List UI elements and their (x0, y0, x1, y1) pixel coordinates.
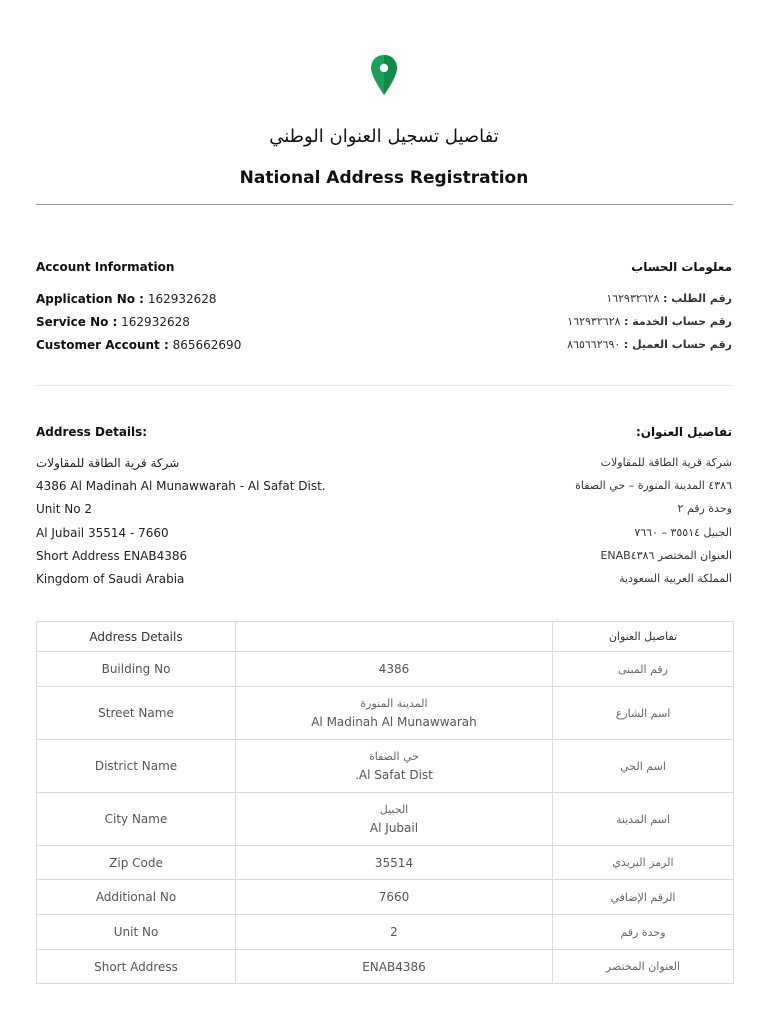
row-value (236, 687, 553, 740)
service-no-en: Service No : 162932628 (36, 315, 190, 329)
service-no-ar: رقم حساب الخدمة : ١٦٢٩٣٢٦٢٨ (567, 315, 732, 328)
row-label-en: Street Name (37, 687, 236, 740)
row-value-ar: المدينة المنورة (360, 697, 428, 710)
row-label-en: City Name (37, 793, 236, 846)
application-no-ar: رقم الطلب : ١٦٢٩٣٢٦٢٨ (606, 292, 732, 305)
row-label-ar: اسم المدينة (553, 793, 734, 846)
row-value (236, 793, 553, 846)
address-line-country-en: Kingdom of Saudi Arabia (36, 572, 185, 586)
location-pin-icon (369, 54, 399, 96)
address-line-short-ar: العنوان المختصر ENAB٤٣٨٦ (600, 549, 732, 562)
address-line-city-ar: الجبيل ٣٥٥١٤ – ٧٦٦٠ (634, 526, 732, 539)
account-heading-en: Account Information (36, 260, 175, 274)
row-label-en: Building No (37, 652, 236, 687)
table-row (37, 846, 734, 880)
row-value: 35514 (236, 846, 553, 880)
row-label-en: Unit No (37, 915, 236, 950)
row-value (236, 740, 553, 793)
customer-account-ar: رقم حساب العميل : ٨٦٥٦٦٢٦٩٠ (567, 338, 732, 351)
row-value-en: .Al Safat Dist (355, 768, 433, 782)
row-label-ar: اسم الشارع (553, 687, 734, 740)
address-line-company-en: شركة قرية الطاقة للمقاولات (36, 456, 180, 470)
address-line-short-en: Short Address ENAB4386 (36, 549, 188, 563)
table-row (37, 652, 734, 687)
address-line-unit-en: Unit No 2 (36, 502, 93, 516)
row-label-ar: رقم المبنى (553, 652, 734, 687)
row-label-ar: الرمز البريدي (553, 846, 734, 880)
row-value-en: Al Jubail (369, 821, 419, 835)
table-row (37, 950, 734, 984)
address-heading-en: Address Details: (36, 425, 148, 439)
address-line-company-ar: شركة قرية الطاقة للمقاولات (600, 456, 732, 469)
table-row (37, 793, 734, 846)
table-row (37, 687, 734, 740)
row-value: 7660 (236, 880, 553, 915)
row-label-ar: اسم الحي (553, 740, 734, 793)
row-label-ar: العنوان المختصر (553, 950, 734, 984)
page-title-arabic: تفاصيل تسجيل العنوان الوطني (269, 126, 499, 147)
table-header-en: Address Details (37, 622, 236, 652)
address-details-table (36, 621, 734, 984)
address-line-city-en: Al Jubail 35514 - 7660 (36, 526, 169, 540)
header-divider (36, 204, 733, 205)
table-header-mid (236, 622, 553, 652)
row-label-en: Additional No (37, 880, 236, 915)
table-header-ar: تفاصيل العنوان (553, 622, 734, 652)
table-header-row (37, 622, 734, 652)
page-title-english: National Address Registration (239, 168, 529, 188)
table-row (37, 915, 734, 950)
row-label-en: Zip Code (37, 846, 236, 880)
address-line-street-en: 4386 Al Madinah Al Munawwarah - Al Safat Dist. (36, 479, 326, 493)
customer-account-en: Customer Account : 865662690 (36, 338, 242, 352)
application-no-en: Application No : 162932628 (36, 292, 217, 306)
account-heading-ar: معلومات الحساب (631, 260, 732, 274)
address-heading-ar: تفاصيل العنوان: (636, 425, 732, 439)
table-row (37, 880, 734, 915)
address-line-street-ar: ٤٣٨٦ المدينة المنورة – حي الصفاة (575, 479, 732, 492)
row-value: 2 (236, 915, 553, 950)
row-value: 4386 (236, 652, 553, 687)
row-label-en: District Name (37, 740, 236, 793)
row-label-ar: الرقم الإضافي (553, 880, 734, 915)
row-value-en: Al Madinah Al Munawwarah (311, 715, 477, 729)
row-label-ar: وحدة رقم (553, 915, 734, 950)
table-row (37, 740, 734, 793)
row-value-ar: الجبيل (379, 803, 409, 816)
row-label-en: Short Address (37, 950, 236, 984)
section-divider (36, 385, 733, 386)
row-value-ar: حي الصفاة (368, 750, 420, 763)
row-value: ENAB4386 (236, 950, 553, 984)
address-line-unit-ar: وحدة رقم ٢ (677, 502, 732, 515)
address-line-country-ar: المملكة العربية السعودية (619, 572, 732, 585)
